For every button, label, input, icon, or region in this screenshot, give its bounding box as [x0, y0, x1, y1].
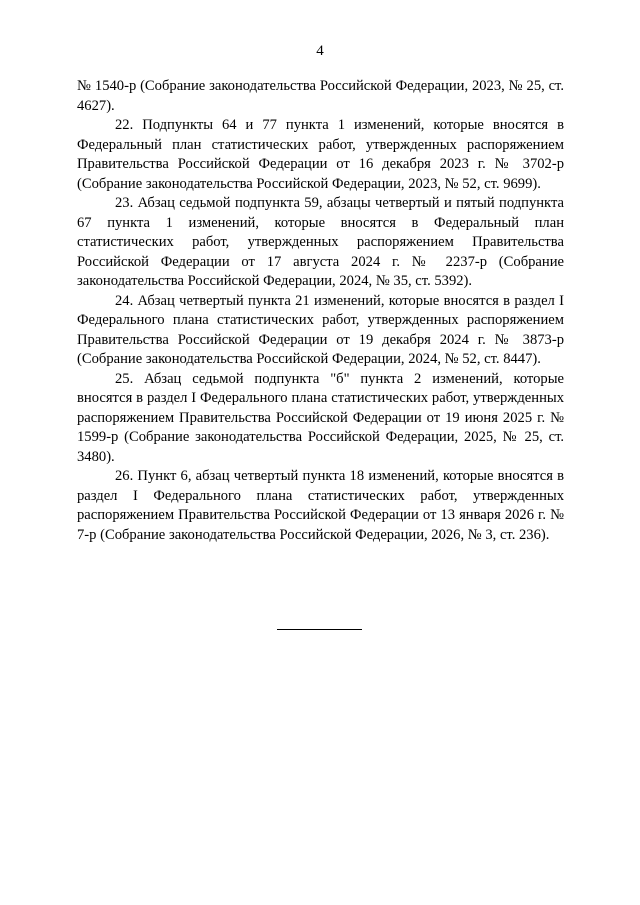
paragraph-item-24: 24. Абзац четвертый пункта 21 изменений, которые вносятся в раздел I Федерального плана статистических работ, утвержденных распоряжением Правительства Российской Федерации от 19 декабря 2024 г. № 3873-р (Собрание законодательства Российской Федерации, 2024, № 52, ст. 8447).: [77, 292, 564, 367]
paragraph-item-23: 23. Абзац седьмой подпункта 59, абзацы четвертый и пятый подпункта 67 пункта 1 изменений, которые вносятся в Федеральный план статистических работ, утвержденных распоряжением Правительства Российской Федерации от 17 августа 2024 г. № 2237-р (Собрание законодательства Российской Федерации, 2024, № 35, ст. 5392).: [77, 195, 564, 289]
paragraph-item-26: 26. Пункт 6, абзац четвертый пункта 18 изменений, которые вносятся в раздел I Федерального плана статистических работ, утвержденных распоряжением Правительства Российской Федерации от 13 января 2026 г. № 7-р (Собрание законодательства Российской Федерации, 2026, № 3, ст. 236).: [77, 468, 564, 543]
page-number: 4: [316, 43, 324, 59]
paragraph-continuation: № 1540-р (Собрание законодательства Российской Федерации, 2023, № 25, ст. 4627).: [77, 78, 564, 114]
end-of-document-rule: [277, 629, 362, 630]
paragraph-item-25: 25. Абзац седьмой подпункта "б" пункта 2 изменений, которые вносятся в раздел I Федерального плана статистических работ, утвержденных распоряжением Правительства Российской Федерации от 19 июня 2025 г. № 1599-р (Собрание законодательства Российской Федерации, 2025, № 25, ст. 3480).: [77, 370, 564, 465]
paragraph-item-22: 22. Подпункты 64 и 77 пункта 1 изменений, которые вносятся в Федеральный план статистических работ, утвержденных распоряжением Правительства Российской Федерации от 16 декабря 2023 г. № 3702-р (Собрание законодательства Российской Федерации, 2023, № 52, ст. 9699).: [77, 117, 564, 192]
document-body: [77, 77, 564, 545]
